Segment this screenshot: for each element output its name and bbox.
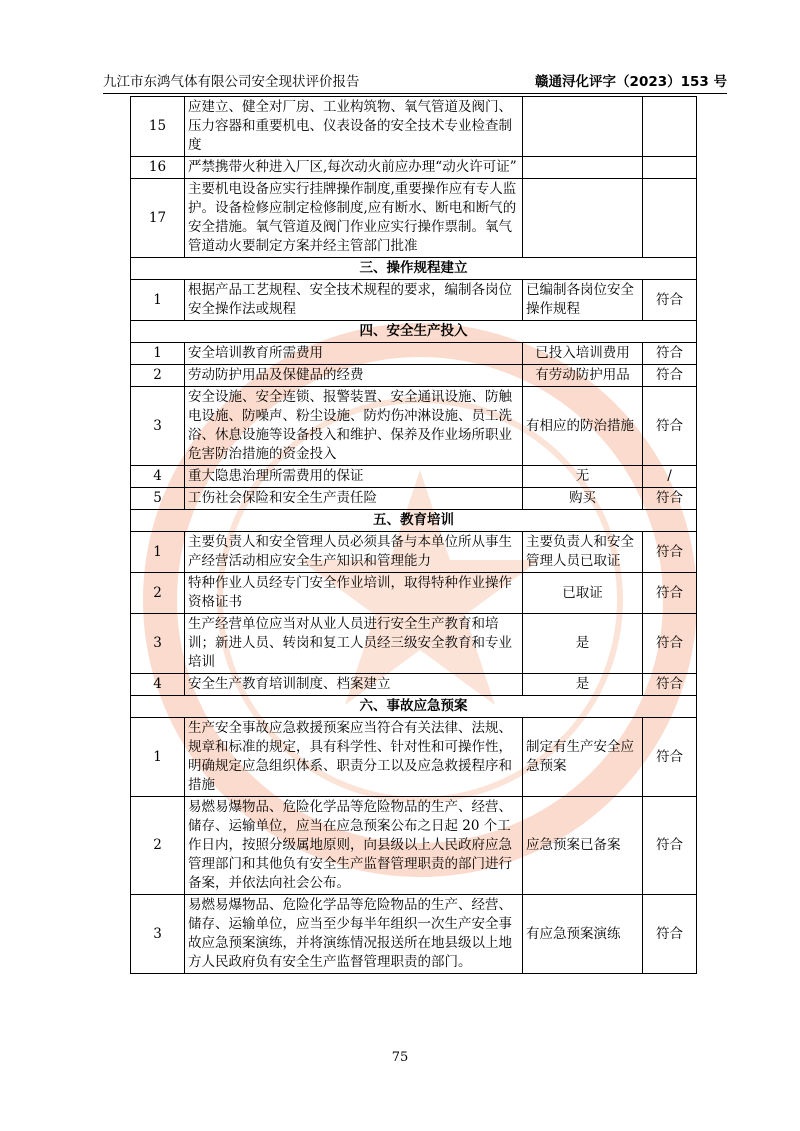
item-status: 已取证 (523, 573, 643, 614)
section-title: 四、安全生产投入 (131, 321, 697, 343)
table-row (131, 674, 697, 696)
table-row (131, 343, 697, 365)
item-content: 工伤社会保险和安全生产责任险 (185, 488, 523, 510)
section-header-row (131, 321, 697, 343)
item-content: 根据产品工艺规程、安全技术规程的要求，编制各岗位安全操作法或规程 (185, 280, 523, 321)
table-row (131, 179, 697, 258)
table-row (131, 365, 697, 387)
item-content: 易燃易爆物品、危险化学品等危险物品的生产、经营、储存、运输单位，应当在应急预案公布之日起 20 个工作日内，按照分级属地原则，向县级以上人民政府应急管理部门和其他负有安全生产监督管理职责的部门进行备案，并依法向社会公布。 (185, 797, 523, 895)
checklist-table (130, 96, 697, 974)
item-status: 有相应的防治措施 (523, 387, 643, 466)
item-number: 3 (131, 614, 185, 674)
item-number: 16 (131, 157, 185, 179)
item-result: 符合 (643, 718, 697, 797)
table-row (131, 614, 697, 674)
section-title: 六、事故应急预案 (131, 696, 697, 718)
item-status: 制定有生产安全应急预案 (523, 718, 643, 797)
item-content: 安全培训教育所需费用 (185, 343, 523, 365)
header-report-number: 赣通浔化评字（2023）153 号 (535, 74, 727, 90)
item-result: 符合 (643, 797, 697, 895)
item-status: 是 (523, 614, 643, 674)
table-row (131, 97, 697, 157)
item-result: 符合 (643, 280, 697, 321)
item-result: 符合 (643, 532, 697, 573)
item-status (523, 97, 643, 157)
item-status: 购买 (523, 488, 643, 510)
item-result (643, 97, 697, 157)
item-content: 主要机电设备应实行挂牌操作制度,重要操作应有专人监护。设备检修应制定检修制度,应有断水、断电和断气的安全措施。氧气管道及阀门作业应实行操作票制。氧气管道动火要制定方案并经主管部门批准 (185, 179, 523, 258)
item-number: 2 (131, 365, 185, 387)
item-result: 符合 (643, 573, 697, 614)
item-number: 3 (131, 895, 185, 974)
section-header-row (131, 510, 697, 532)
item-result: / (643, 466, 697, 488)
item-number: 4 (131, 674, 185, 696)
table-row (131, 718, 697, 797)
item-number: 2 (131, 573, 185, 614)
item-content: 劳动防护用品及保健品的经费 (185, 365, 523, 387)
table-row (131, 387, 697, 466)
item-number: 4 (131, 466, 185, 488)
item-number: 1 (131, 343, 185, 365)
section-title: 三、操作规程建立 (131, 258, 697, 280)
item-result: 符合 (643, 343, 697, 365)
item-status (523, 157, 643, 179)
item-number: 3 (131, 387, 185, 466)
item-status: 是 (523, 674, 643, 696)
item-result: 符合 (643, 488, 697, 510)
item-content: 易燃易爆物品、危险化学品等危险物品的生产、经营、储存、运输单位，应当至少每半年组织一次生产安全事故应急预案演练，并将演练情况报送所在地县级以上地方人民政府负有安全生产监督管理职责的部门。 (185, 895, 523, 974)
item-result: 符合 (643, 674, 697, 696)
item-status: 无 (523, 466, 643, 488)
item-status: 已编制各岗位安全操作规程 (523, 280, 643, 321)
section-header-row (131, 696, 697, 718)
item-status: 已投入培训费用 (523, 343, 643, 365)
item-content: 安全生产教育培训制度、档案建立 (185, 674, 523, 696)
table-row (131, 157, 697, 179)
section-header-row (131, 258, 697, 280)
item-result (643, 179, 697, 258)
page-header (103, 70, 727, 94)
item-content: 应建立、健全对厂房、工业构筑物、氧气管道及阀门、压力容器和重要机电、仪表设备的安全技术专业检查制度 (185, 97, 523, 157)
item-number: 1 (131, 280, 185, 321)
table-row (131, 573, 697, 614)
item-result (643, 157, 697, 179)
item-status: 应急预案已备案 (523, 797, 643, 895)
table-row (131, 488, 697, 510)
item-number: 1 (131, 718, 185, 797)
item-result: 符合 (643, 895, 697, 974)
header-company: 九江市东鸿气体有限公司安全现状评价报告 (103, 74, 360, 90)
item-content: 生产安全事故应急救援预案应当符合有关法律、法规、规章和标准的规定，具有科学性、针对性和可操作性，明确规定应急组织体系、职责分工以及应急救援程序和措施 (185, 718, 523, 797)
table-row (131, 895, 697, 974)
item-number: 15 (131, 97, 185, 157)
item-status: 主要负责人和安全管理人员已取证 (523, 532, 643, 573)
item-number: 1 (131, 532, 185, 573)
item-result: 符合 (643, 387, 697, 466)
item-status: 有劳动防护用品 (523, 365, 643, 387)
item-content: 安全设施、安全连锁、报警装置、安全通讯设施、防触电设施、防噪声、粉尘设施、防灼伤冲淋设施、员工洗浴、休息设施等设备投入和维护、保养及作业场所职业危害防治措施的资金投入 (185, 387, 523, 466)
table-row (131, 532, 697, 573)
item-status: 有应急预案演练 (523, 895, 643, 974)
table-row (131, 797, 697, 895)
table-row (131, 466, 697, 488)
page-number: 75 (391, 1050, 409, 1065)
item-number: 5 (131, 488, 185, 510)
item-result: 符合 (643, 365, 697, 387)
item-content: 重大隐患治理所需费用的保证 (185, 466, 523, 488)
table-row (131, 280, 697, 321)
item-content: 严禁携带火种进入厂区,每次动火前应办理“动火许可证” (185, 157, 523, 179)
item-content: 主要负责人和安全管理人员必须具备与本单位所从事生产经营活动相应安全生产知识和管理能力 (185, 532, 523, 573)
item-content: 特种作业人员经专门安全作业培训，取得特种作业操作资格证书 (185, 573, 523, 614)
item-result: 符合 (643, 614, 697, 674)
section-title: 五、教育培训 (131, 510, 697, 532)
item-number: 2 (131, 797, 185, 895)
item-content: 生产经营单位应当对从业人员进行安全生产教育和培训；新进人员、转岗和复工人员经三级安全教育和专业培训 (185, 614, 523, 674)
item-status (523, 179, 643, 258)
item-number: 17 (131, 179, 185, 258)
